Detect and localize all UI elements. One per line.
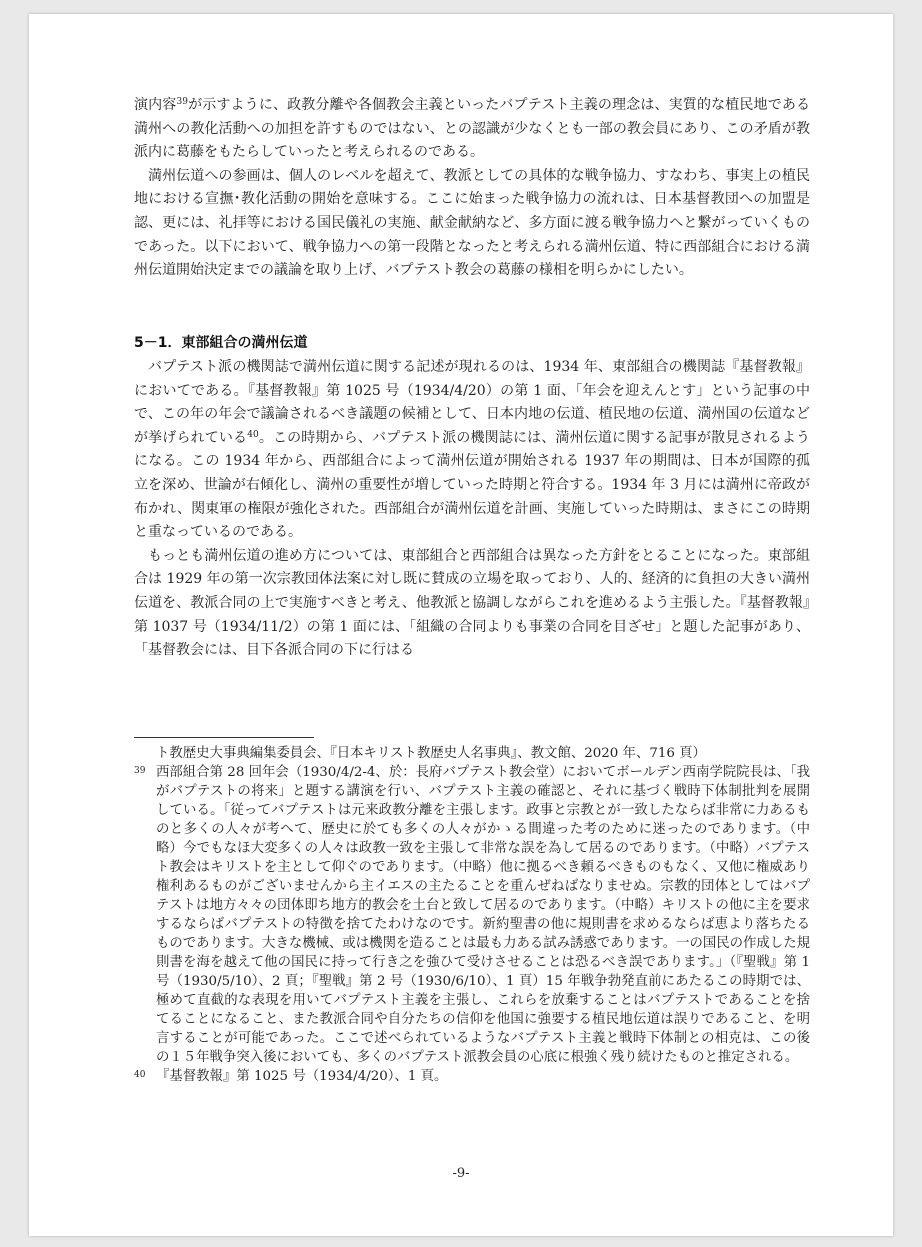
footnotes [134,744,810,1086]
document-page [29,14,893,1236]
paragraph-1-text-b: が示すように、政教分離や各個教会主義といったバプテスト主義の理念は、実質的な植民地である満州への教化活動への加担を許すものではない、との認識が少なくとも一部の教会員にあり、この矛盾が教派内に葛藤をもたらしていったと考えられるのである。 [134,97,811,161]
section-heading: 5－1．東部組合の満州伝道 [134,335,308,351]
paragraph-3-text-a: バプテスト派の機関誌で満州伝道に関する記述が現れるのは、1934 年、東部組合の機関誌『基督教報』においてである。『基督教報』第 1025 号（1934/4/20）の第 1 面、「年会を迎えんとす」という記事の中で、この年の年会で議論されるべき議題の候補として、日本内地の伝道、植民地の伝道、満州国の伝道などが挙げられている [134,359,810,446]
paragraph-2: 満州伝道への参画は、個人のレベルを超えて、教派としての具体的な戦争協力、すなわち、事実上の植民地における宣撫･教化活動の開始を意味する。ここに始まった戦争協力の流れは、日本基督教団への加盟是認、更には、礼拝等における国民儀礼の実施、献金献納など、多方面に渡る戦争協力へと繋がっていくものであった。以下において、戦争協力への第一段階となったと考えられる満州伝道、特に西部組合における満州伝道開始決定までの議論を取り上げ、バプテスト教会の葛藤の様相を明らかにしたい。 [134,167,810,279]
footnote-40-number: 40 [134,1070,146,1080]
footnote-separator [134,737,314,738]
footnote-39 [134,763,810,1067]
paragraph-1-text-a: 演内容 [134,97,177,113]
body-text-upper [134,94,810,283]
page-number: -9- [452,1166,470,1181]
footnote-continuation: ト教歴史大事典編集委員会、『日本キリスト教歴史人名事典』、教文館、2020 年、716 頁） [156,746,706,761]
body-text-lower [134,356,810,663]
paragraph-3 [134,356,810,545]
paragraph-4: もっとも満州伝道の進め方については、東部組合と西部組合は異なった方針をとることになった。東部組合は 1929 年の第一次宗教団体法案に対し既に賛成の立場を取っており、人的、経済的に負担の大きい満州伝道を、教派合同の上で実施すべきと考え、他教派と協調しながらこれを進めるよう主張した。『基督教報』第 1037 号（1934/11/2）の第 1 面には、「組織の合同よりも事業の合同を目ざせ」と題した記事があり、「基督教会には、目下各派合同の下に行はる [134,547,810,659]
paragraph-1 [134,94,810,165]
paragraph-3-text-b: 。この時期から、バプテスト派の機関誌には、満州伝道に関する記事が散見されるようになる。この 1934 年から、西部組合によって満州伝道が開始される 1937 年の期間は、日本が国際的孤立を深め、世論が右傾化し、満州の重要性が増していった時期と符合する。1934 年 3 月には満州に帝政が布かれ、関東軍の権限が強化された。西部組合が満州伝道を計画、実施していった時期は、まさにこの時期と重なっているのである。 [134,429,810,541]
footnote-ref-39[interactable]: 39 [176,97,188,107]
footnote-39-number: 39 [134,766,146,776]
footnote-39-text: 西部組合第 28 回年会（1930/4/2-4、於：長府バプテスト教会堂）においてボールデン西南学院院長は、「我がバプテストの将来」と題する講演を行い、バプテスト主義の確認と、それに基づく戦時下体制批判を展開している。「従ってバプテストは元来政教分離を主張します。政事と宗教とが一致したならば非常に力あるものと多くの人々が考へて、歴史に於ても多くの人々がかゝる間違った考のために迷ったのであります。（中略）今でもなほ大変多くの人々は政教一致を主張して非常な誤を為して居るのであります。（中略）バプテスト教会はキリストを主として仰ぐのであります。（中略）他に拠るべき頼るべきものもなく、又他に権威あり権利あるものがございませんから主イエスの主たることを重んぜねばなりませぬ。宗教的団体としてはバプテストは地方々々の団体即ち地方的教会を土台と致して居るのであります。（中略）キリストの他に主を要求するならばバプテストの特徴を捨てたわけなのです。新約聖書の他に規則書を求めるならば恵より落ちたるものであります。大きな機械、或は機関を造ることは最も力ある試み誘惑であります。一の国民の作成した規則書を海を越えて他の国民に持って行き之を強ひて受けさせることは恐るべき誤であります。」（『聖戦』第 1 号（1930/5/10）、2 頁；『聖戦』第 2 号（1930/6/10）、1 頁）15 年戦争勃発直前にあたるこの時期では、極めて直截的な表現を用いてバプテスト主義を主張し、これらを放棄することはバプテストであることを捨てることになること、また教派合同や自分たちの信仰を他国に強要する植民地伝道は誤りであること、を明言することが可能であった。ここで述べられているようなバプテスト主義と戦時下体制との相克は、この後の１５年戦争突入後においても、多くのバプテスト派教会員の心底に根強く残り続けたものと推定される。 [156,765,810,1065]
footnote-40 [134,1067,810,1086]
footnote-ref-40[interactable]: 40 [247,429,259,440]
footnote-40-text: 『基督教報』第 1025 号（1934/4/20）、1 頁。 [156,1069,448,1084]
